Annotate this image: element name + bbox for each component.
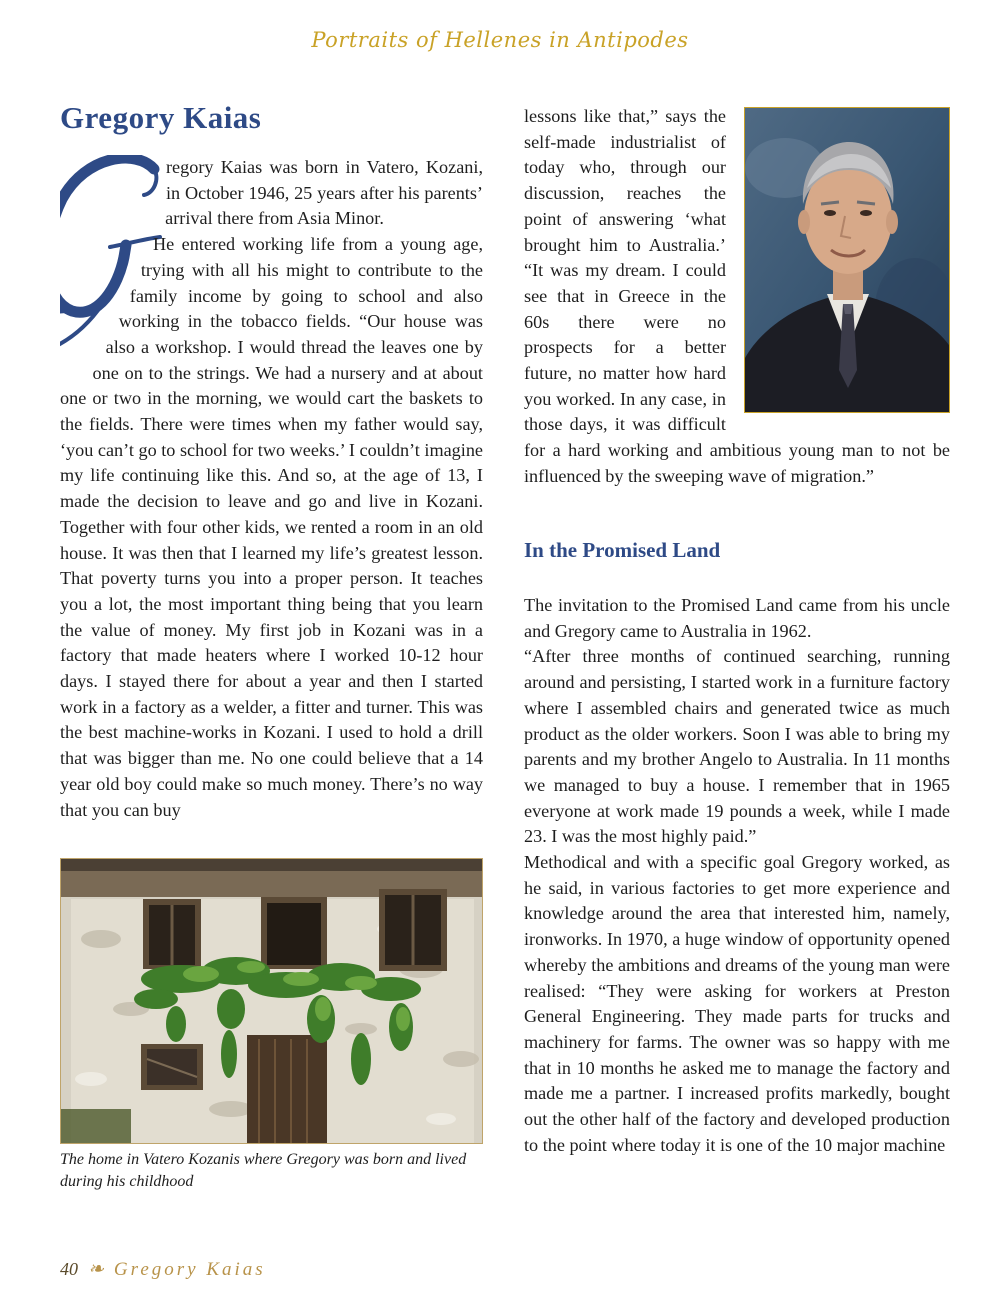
body-paragraph: The invitation to the Promised Land came from his uncle and Gregory came to Australia in 1962. — [524, 595, 950, 641]
footer-title: Gregory Kaias — [113, 1259, 266, 1280]
page-footer — [60, 1258, 266, 1281]
intro-paragraph: regory Kaias was born in Vatero, Kozani, in October 1946, 25 years after his parents’ arrival there from Asia Minor. — [165, 157, 483, 229]
article-title: Gregory Kaias — [60, 100, 262, 135]
right-top-paragraph: lessons like that,” says the self-made industrialist of today who, through our discussion, reaches the point of answering ‘what brought him to Australia.’ “It was my dream. I could see that in Greece in the 60s there were no prospects for a better future, no matter how hard you worked. In any case, in those days, it was difficult for a hard working and ambitious young man to not be influenced by the sweeping wave of migration.” — [524, 106, 950, 486]
left-column — [60, 155, 483, 855]
right-column-top — [524, 104, 950, 490]
body-paragraph: Methodical and with a specific goal Gregory worked, as he said, in various factories to get more experience and knowledge around the area that interested him, namely, ironworks. In 1970, a huge window of opportunity opened whereby the ambitions and dreams of the young man were realised: “They were asking for workers at Preston General Engineering. They made parts for trucks and machinery for farms. The owner was so happy with me that in 10 months he asked me to manage the factory and made me a partner. I increased profits markedly, bought out the other half of the factory and developed production to the point where today it is one of the 10 major machine — [524, 852, 950, 1155]
page-number: 40 — [60, 1259, 78, 1279]
ornament-icon: ❧ — [88, 1259, 104, 1280]
body-paragraph: “After three months of continued searching, running around and persisting, I started work in a furniture factory where I assembled chairs and generated twice as much product as the older workers. Soon I was able to bring my parents and my brother Angelo to Australia. In 11 months we managed to buy a house. I remember that in 1965 everyone at work made 19 pounds a week, while I made 23. I was the most highly paid.” — [524, 646, 950, 847]
right-column-bottom — [524, 593, 950, 1185]
running-header: Portraits of Hellenes in Antipodes — [311, 28, 689, 52]
portrait-space — [744, 104, 950, 410]
section-heading: In the Promised Land — [524, 538, 721, 562]
house-photo — [60, 858, 483, 1144]
photo-caption: The home in Vatero Kozanis where Gregory was born and lived during his childhood — [60, 1151, 467, 1190]
body-paragraph: He entered working life from a young age, trying with all his might to contribute to the family income by going to school and also working in the tobacco fields. “Our house was also a workshop. I would thread the leaves one by one on to the strings. We had a nursery and at about one or two in the morning, we would cart the baskets to the fields. There were times when my father would say, ‘you can’t go to school for two weeks.’ I couldn’t imagine my life continuing like this. And so, at the age of 13, I made the decision to leave and go and live in Kozani. Together with four other kids, we rented a room in an old house. It was then that I learned my life’s greatest lesson. That poverty turns you into a proper person. It teaches you a lot, the most important thing being that you learn the value of money. My first job in Kozani was in a factory that made heaters where I worked 10-12 hour days. I stayed there for about a year and then I started work in a factory as a welder, a fitter and turner. This was the best machine-works in Kozani. I used to hold a drill that was bigger than me. No one could believe that a 14 year old boy could make so much money. There’s no way that you can buy — [60, 234, 483, 820]
